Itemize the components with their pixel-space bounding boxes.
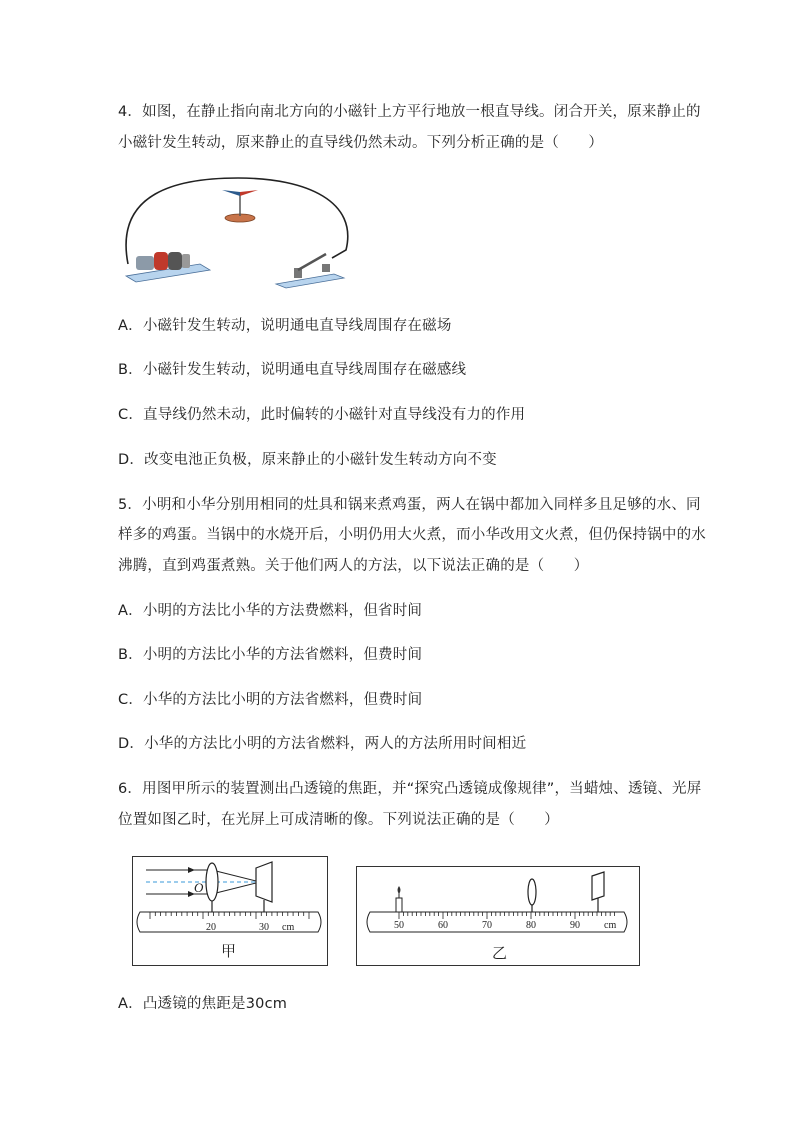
tick-label-90: 90 <box>570 920 580 931</box>
tick-label-cm: cm <box>604 920 617 931</box>
caption-jia: 甲 <box>221 942 237 960</box>
q4-option-c: C．直导线仍然未动，此时偏转的小磁针对直导线没有力的作用 <box>118 407 526 423</box>
q5-option-d: D．小华的方法比小明的方法省燃料，两人的方法所用时间相近 <box>118 736 527 752</box>
battery-holder-icon <box>126 252 210 282</box>
q5-stem-line3: 沸腾，直到鸡蛋煮熟。关于他们两人的方法，以下说法正确的是（ ） <box>118 558 589 574</box>
tick-label-80: 80 <box>526 920 536 931</box>
tick-label-50: 50 <box>394 920 404 931</box>
tick-label-60: 60 <box>438 920 448 931</box>
q5-option-c: C．小华的方法比小明的方法省燃料，但费时间 <box>118 692 423 708</box>
q6-figure-jia <box>132 856 328 966</box>
q4-option-a: A．小磁针发生转动，说明通电直导线周围存在磁场 <box>118 318 452 334</box>
q5-stem-line2: 样多的鸡蛋。当锅中的水烧开后，小明仍用大火煮，而小华改用文火煮，但仍保持锅中的水 <box>118 527 706 543</box>
q5-option-a: A．小明的方法比小华的方法费燃料，但省时间 <box>118 603 423 619</box>
convex-lens-icon <box>206 863 218 901</box>
tick-label-70: 70 <box>482 920 492 931</box>
q4-stem-line2: 小磁针发生转动，原来静止的直导线仍然未动。下列分析正确的是（ ） <box>118 135 604 151</box>
label-o: O <box>194 880 204 895</box>
tick-label-30: 30 <box>259 922 269 933</box>
light-screen-icon <box>256 862 272 902</box>
q4-option-d: D．改变电池正负极，原来静止的小磁针发生转动方向不变 <box>118 452 497 468</box>
q4-circuit-figure <box>118 172 358 294</box>
q4-option-b: B．小磁针发生转动，说明通电直导线周围存在磁感线 <box>118 362 467 378</box>
q6-figure-yi <box>356 866 640 966</box>
q5-stem-line1: 5．小明和小华分别用相同的灶具和锅来煮鸡蛋，两人在锅中都加入同样多且足够的水、同 <box>118 497 701 513</box>
q4-stem-line1: 4．如图，在静止指向南北方向的小磁针上方平行地放一根直导线。闭合开关，原来静止的 <box>118 104 701 120</box>
compass-needle-icon <box>222 190 258 222</box>
q5-option-b: B．小明的方法比小华的方法省燃料，但费时间 <box>118 647 423 663</box>
tick-label-cm: cm <box>282 922 295 933</box>
q6-stem-line1: 6．用图甲所示的装置测出凸透镜的焦距，并“探究凸透镜成像规律”，当蜡烛、透镜、光屏 <box>118 781 702 797</box>
switch-icon <box>276 254 344 288</box>
caption-yi: 乙 <box>492 944 508 962</box>
q6-option-a: A．凸透镜的焦距是30cm <box>118 996 288 1012</box>
q6-stem-line2: 位置如图乙时，在光屏上可成清晰的像。下列说法正确的是（ ） <box>118 812 559 828</box>
tick-label-20: 20 <box>206 922 216 933</box>
